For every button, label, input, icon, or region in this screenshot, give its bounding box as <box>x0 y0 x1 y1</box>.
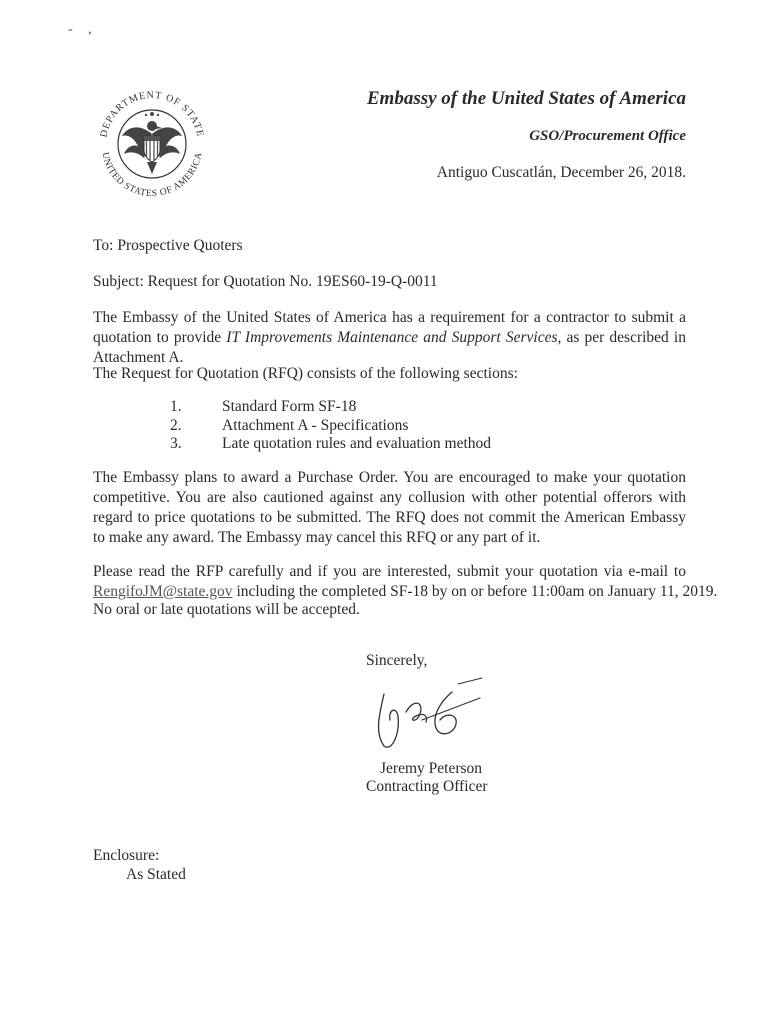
enclosure-value: As Stated <box>126 866 186 883</box>
award-paragraph: The Embassy plans to award a Purchase Order. You are encouraged to make your quotation competitive. You are also cautioned against any collusion with other potential offerors with regard to price quotations to be submitted. The RFQ does not commit the American Embassy to make any award. The Embassy may cancel this RFQ or any part of it. <box>93 469 686 546</box>
seal-text-top: DEPARTMENT OF STATE <box>98 89 206 139</box>
closing: Sincerely, <box>366 652 428 669</box>
embassy-title: Embassy of the United States of America <box>366 88 686 109</box>
submit-line-2 <box>93 582 717 602</box>
subject-line: Subject: Request for Quotation No. 19ES60-19-Q-0011 <box>93 273 438 290</box>
scan-mark: - , <box>68 22 98 37</box>
list-item <box>170 435 491 454</box>
list-item-label: Attachment A - Specifications <box>222 416 409 434</box>
list-item <box>170 417 491 436</box>
enclosure-label: Enclosure: <box>93 847 160 864</box>
list-item <box>170 398 491 417</box>
intro-after: , as per described in Attachment A. <box>93 329 686 366</box>
sections-intro: The Request for Quotation (RFQ) consists of the following sections: <box>93 365 518 382</box>
sections-list <box>170 398 491 454</box>
signer-name: Jeremy Peterson <box>380 760 483 777</box>
list-item-number: 1. <box>170 398 182 415</box>
recipient-line: To: Prospective Quoters <box>93 237 243 254</box>
submit-line-3: No oral or late quotations will be accepted. <box>93 601 360 618</box>
us-state-department-seal-icon <box>92 84 212 204</box>
seal-text-bottom: UNITED STATES OF AMERICA <box>99 151 205 200</box>
intro-paragraph <box>93 308 686 368</box>
place-date: Antiguo Cuscatlán, December 26, 2018. <box>436 164 686 181</box>
intro-before: The Embassy of the United States of America has a requirement for a contractor to submit a quotation to provide <box>93 309 686 346</box>
list-item-label: Standard Form SF-18 <box>222 398 357 415</box>
office-name: GSO/Procurement Office <box>529 128 686 144</box>
submit-line-2-text: including the completed SF-18 by on or before 11:00am on January 11, 2019. <box>232 583 718 600</box>
submit-line-1: Please read the RFP carefully and if you are interested, submit your quotation via e-mail to <box>93 563 686 580</box>
email-link[interactable]: RengifoJM@state.gov <box>93 583 233 600</box>
list-item-number: 2. <box>170 416 182 434</box>
service-name: IT Improvements Maintenance and Support Services <box>226 329 558 346</box>
list-item-number: 3. <box>170 435 182 452</box>
list-item-label: Late quotation rules and evaluation method <box>222 435 492 452</box>
signer-title: Contracting Officer <box>366 778 488 795</box>
signature <box>362 672 492 756</box>
